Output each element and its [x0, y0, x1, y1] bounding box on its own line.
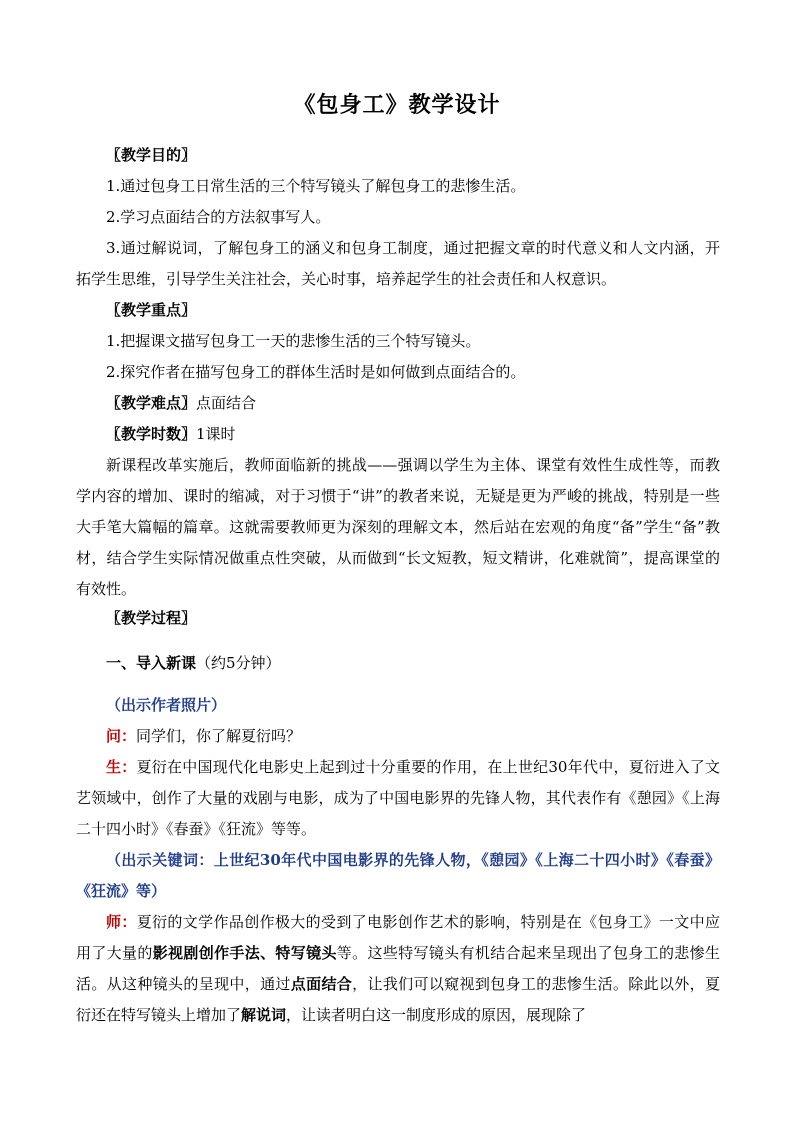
keypoint-item-2: 2.探究作者在描写包身工的群体生活时是如何做到点面结合的。: [106, 363, 526, 381]
objectives-heading: 〖教学目的〗: [106, 146, 197, 164]
student-text: 夏衍在中国现代化电影史上起到过十分重要的作用，在上世纪30年代中，夏衍进入了文艺领域中，创作了大量的戏剧与电影，成为了中国电影界的先锋人物，其代表作有《憩园》《上海二十四小时》《春蚕》《狂流》等等。: [76, 758, 720, 838]
section1-line: [76, 648, 720, 679]
intro-paragraph: 新课程改革实施后，教师面临新的挑战——强调以学生为主体、课堂有效性生成性等，而教学内容的增加、课时的缩减，对于习惯于“讲”的教者来说，无疑是更为严峻的挑战，特别是一些大手笔大篇幅的篇章。这就需要教师更为深刻的理解文本，然后站在宏观的角度“备”学生“备”教材，结合学生实际情况做重点性突破，从而做到“长文短教，短文精讲，化难就简”，提高课堂的有效性。: [76, 456, 720, 598]
teacher-paragraph: [76, 907, 720, 1031]
difficulty-line: [76, 388, 720, 419]
question-label: 问：: [106, 727, 137, 745]
objective-item-3: 3.通过解说词，了解包身工的涵义和包身工制度，通过把握文章的时代意义和人文内涵，开拓学生思维，引导学生关注社会，关心时事，培养起学生的社会责任和人权意识。: [76, 239, 720, 288]
teacher-text-1: 夏衍的文学作品创作极大的受到了电影创作艺术的影响，特别是在《包身工》一文中应用了大量的: [76, 913, 720, 962]
teacher-bold-1: 影视剧创作手法、特写镜头: [152, 944, 337, 962]
keypoints-heading: 〖教学重点〗: [106, 301, 197, 319]
teacher-text-4: ，让读者明白这一制度形成的原因，展现除了: [286, 1006, 587, 1024]
question-text: 同学们，你了解夏衍吗？: [136, 727, 302, 745]
objective-item-2: 2.学习点面结合的方法叙事写人。: [106, 208, 331, 226]
teacher-bold-3: 解说词: [241, 1006, 287, 1024]
page-title: 《包身工》教学设计: [293, 92, 501, 118]
show-photo-note: （出示作者照片）: [106, 696, 227, 714]
hours-heading: 〖教学时数〗: [106, 425, 197, 443]
difficulty-heading: 〖教学难点〗: [106, 394, 197, 412]
show-photo-line: [76, 690, 720, 721]
teacher-label: 师：: [106, 913, 137, 931]
section1-title: 一、导入新课: [106, 654, 197, 672]
objective-item-1: 1.通过包身工日常生活的三个特写镜头了解包身工的悲惨生活。: [106, 177, 526, 195]
section1-note: （约5分钟）: [196, 654, 281, 672]
difficulty-value: 点面结合: [196, 394, 257, 412]
student-label: 生：: [106, 758, 137, 776]
process-heading: 〖教学过程〗: [106, 609, 197, 627]
teacher-text-2: 等。这些特写镜头有机结合起来呈现出了包身工的悲惨生活。从这种镜头的呈现中，通过: [76, 944, 720, 993]
hours-line: [76, 419, 720, 450]
student-paragraph: [76, 752, 720, 845]
teacher-text-3: ，让我们可以窥视到包身工的悲惨生活。除此以外，夏衍还在特写镜头上增加了: [76, 975, 720, 1024]
question-line: [76, 721, 720, 752]
keypoint-item-1: 1.把握课文描写包身工一天的悲惨生活的三个特写镜头。: [106, 332, 481, 350]
teacher-bold-2: 点面结合: [290, 975, 353, 993]
hours-value: 1课时: [196, 425, 236, 443]
keywords-paragraph: （出示关键词：上世纪30年代中国电影界的先锋人物，《憩园》《上海二十四小时》《春蚕》《狂流》等）: [76, 851, 720, 900]
